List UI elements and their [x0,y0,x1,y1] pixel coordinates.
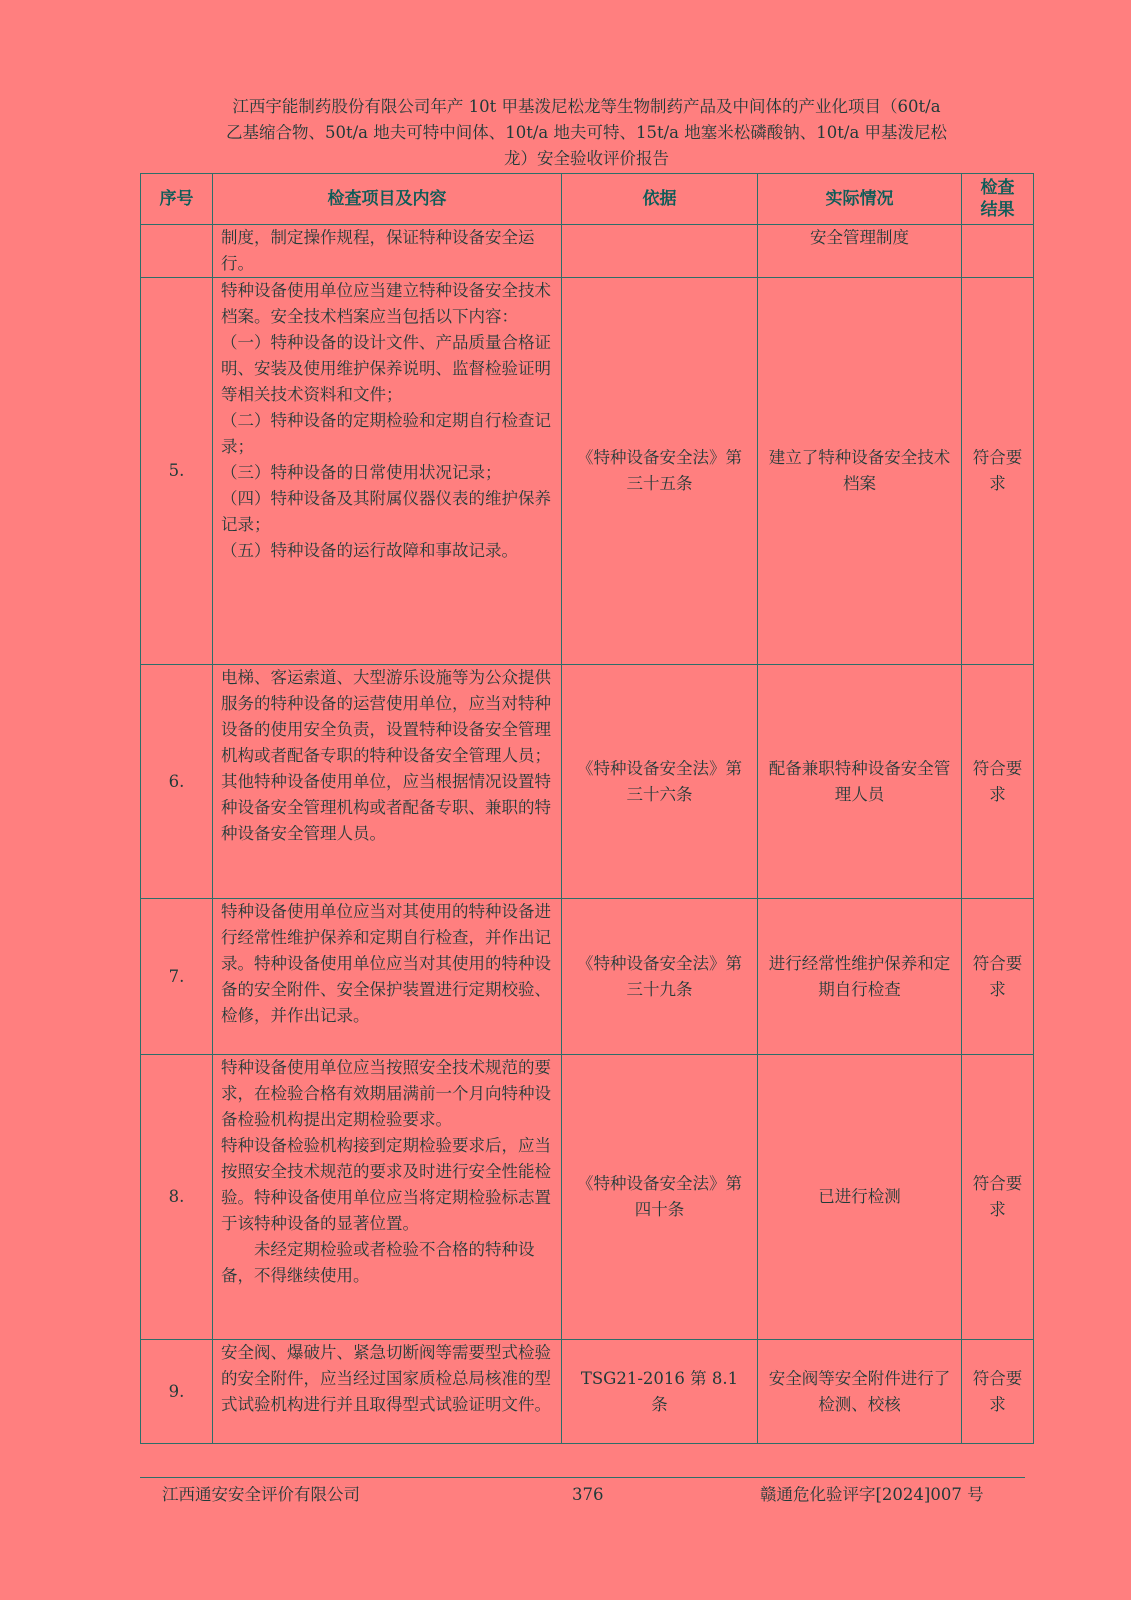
content-paragraph: （一）特种设备的设计文件、产品质量合格证明、安装及使用维护保养说明、监督检验证明等相关技术资料和文件； [221,333,551,404]
header-result [962,174,1034,225]
row-basis: 《特种设备安全法》第三十六条 [562,665,758,899]
row-content [213,225,562,278]
content-paragraph: 制度，制定操作规程，保证特种设备安全运行。 [221,228,535,273]
document-number: 赣通危化验评字[2024]007 号 [760,1485,984,1504]
row-basis: TSG21-2016 第 8.1 条 [562,1340,758,1444]
content-paragraph: （二）特种设备的定期检验和定期自行检查记录； [221,411,551,456]
header-line-2: 乙基缩合物、50t/a 地夫可特中间体、10t/a 地夫可特、15t/a 地塞米松磷酸钠、10t/a 甲基泼尼松 [225,123,948,142]
table-row [141,278,1034,665]
row-basis: 《特种设备安全法》第三十九条 [562,899,758,1055]
row-result: 符合要求 [962,899,1034,1055]
inspection-table [140,173,1034,1444]
row-content [213,899,562,1055]
footer-company: 江西通安安全评价有限公司 [162,1485,360,1504]
row-actual: 建立了特种设备安全技术档案 [758,278,962,665]
header-num: 序号 [141,174,213,225]
row-result: 符合要求 [962,1055,1034,1340]
row-num: 5. [141,278,213,665]
header-result-line-1: 检查 [980,178,1015,198]
header-result-line-2: 结果 [980,200,1015,220]
content-paragraph: 特种设备使用单位应当按照安全技术规范的要求，在检验合格有效期届满前一个月向特种设备检验机构提出定期检验要求。 [221,1058,551,1129]
content-paragraph: 安全阀、爆破片、紧急切断阀等需要型式检验的安全附件，应当经过国家质检总局核准的型式试验机构进行并且取得型式试验证明文件。 [221,1343,551,1414]
row-content [213,1340,562,1444]
row-num: 9. [141,1340,213,1444]
row-content [213,278,562,665]
row-num: 6. [141,665,213,899]
header-basis: 依据 [562,174,758,225]
header-actual: 实际情况 [758,174,962,225]
table-row [141,899,1034,1055]
row-actual: 安全阀等安全附件进行了检测、校核 [758,1340,962,1444]
header-content: 检查项目及内容 [213,174,562,225]
row-result: 符合要求 [962,665,1034,899]
row-basis: 《特种设备安全法》第四十条 [562,1055,758,1340]
row-actual: 已进行检测 [758,1055,962,1340]
table-row [141,1055,1034,1340]
row-content [213,1055,562,1340]
row-result: 符合要求 [962,1340,1034,1444]
content-paragraph: （五）特种设备的运行故障和事故记录。 [221,541,518,560]
row-num: 7. [141,899,213,1055]
row-content [213,665,562,899]
row-result: 符合要求 [962,278,1034,665]
content-paragraph: 特种设备使用单位应当建立特种设备安全技术档案。安全技术档案应当包括以下内容： [221,281,551,326]
footer-divider [140,1477,1025,1478]
table-row [141,225,1034,278]
content-paragraph: 电梯、客运索道、大型游乐设施等为公众提供服务的特种设备的运营使用单位，应当对特种设备的使用安全负责，设置特种设备安全管理机构或者配备专职的特种设备安全管理人员；其他特种设备使用单位，应当根据情况设置特种设备安全管理机构或者配备专职、兼职的特种设备安全管理人员。 [221,668,551,843]
page-number: 376 [572,1485,604,1504]
table-header-row [141,174,1034,225]
row-basis [562,225,758,278]
row-actual: 配备兼职特种设备安全管理人员 [758,665,962,899]
row-num: 8. [141,1055,213,1340]
table-row [141,1340,1034,1444]
row-result [962,225,1034,278]
report-header [140,94,1033,172]
content-paragraph: （四）特种设备及其附属仪器仪表的维护保养记录； [221,489,551,534]
row-basis: 《特种设备安全法》第三十五条 [562,278,758,665]
row-num [141,225,213,278]
header-line-1: 江西宇能制药股份有限公司年产 10t 甲基泼尼松龙等生物制药产品及中间体的产业化项目（60t/a [232,97,941,116]
row-actual: 安全管理制度 [758,225,962,278]
content-paragraph: 特种设备使用单位应当对其使用的特种设备进行经常性维护保养和定期自行检查，并作出记录。特种设备使用单位应当对其使用的特种设备的安全附件、安全保护装置进行定期校验、检修，并作出记录。 [221,902,551,1025]
table-row [141,665,1034,899]
content-paragraph: 特种设备检验机构接到定期检验要求后，应当按照安全技术规范的要求及时进行安全性能检验。特种设备使用单位应当将定期检验标志置于该特种设备的显著位置。 [221,1136,551,1233]
content-paragraph: 未经定期检验或者检验不合格的特种设备，不得继续使用。 [221,1240,535,1285]
content-paragraph: （三）特种设备的日常使用状况记录； [221,463,502,482]
row-actual: 进行经常性维护保养和定期自行检查 [758,899,962,1055]
header-line-3: 龙）安全验收评价报告 [504,149,669,168]
